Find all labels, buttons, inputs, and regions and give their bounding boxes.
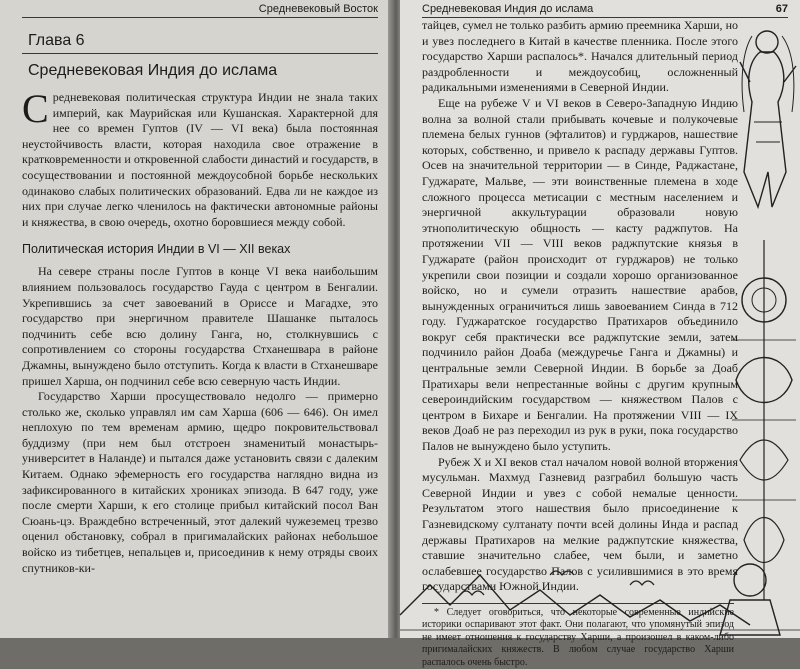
left-page [0, 0, 392, 638]
intro-paragraph [22, 86, 378, 230]
paragraph: Еще на рубеже V и VI веков в Северо-Западную Индию волна за волной стали прибывать кочевые и полукочевые племена белых гуннов (эфталитов) и гурджаров, нашествие которых, собственно, и привело к распаду державы Гуптов. Осев на значительной территории — в Синде, Раджастане, Гуджарате, Мальве, — эти воинственные племена в ходе сложного процесса метисации с местным населением и энергичной аккультурации образовали новую этнополитическую общность — касту раджпутов. На протяжении VII — VIII веков раджпутские князья в Гуджарате (район происходит от гурджаров) не только укрепили свои позиции и создали хорошо организованное войско, но и сумели отразить нашествие арабов, вынужденных ограничиться лишь завоеванием Синда в 712 году. Гуджаратское государство Пратихаров объединило вокруг себя практически все раджпутские земли, затем подчинило район Доаба (междуречье Ганга и Джамны) и центральные земли Северной Индии. В борьбе за Доаб Пратихары вели непрестанные войны с другим крупным североиндийским государством — княжеством Палов с центром в Бихаре и Бенгалии. На протяжении VIII — IX веков Доаб не раз переходил из рук в руки, пока государство Палов не вынуждено было уступить. [422, 95, 738, 454]
landscape-illustration [400, 555, 800, 638]
running-head-text: Средневековый Восток [258, 3, 378, 15]
paragraph: На севере страны после Гуптов в конце VI века наибольшим влиянием пользовалось государство Гауда с центром в Бенгалии. Укрепившись за счет завоеваний в Ориссе и Магадхе, это государство при энергичном правителе Шашанке пыталось подчинить себе всю долину Ганга, но, столкнувшись с сопротивлением со стороны государства Стханешвара в районе Джамны, вынуждено было отступить. Когда к власти в Стханешваре пришел Харша, он подчинил себе всю северную часть Индии. [22, 264, 378, 388]
paragraph: Рубеж X и XI веков стал началом новой волной вторжения мусульман. Махмуд Газневид разграбил большую часть Северной Индии и увез с собой немалые ценности. Результатом этого нашествия было присоединение к Газневидскому султанату почти всей долины Инда и распад державы Пратихаров на мелкие раджпутские княжества, ставшие значительно слабее, чем были, и заметно ослабевшее государство Палов с усилившимися в это время государствами Южной Индии. [422, 454, 738, 594]
page-number: 67 [775, 3, 788, 15]
footnote-text: * Следует оговориться, что некоторые современные индийские историки оспаривают этот факт. Они полагают, что упомянутый эпизод не имеет отношения к государству Харши, а произошел в каком-либо пригималайских княжеств. В любом случае государство Харши распалось очень быстро. [422, 606, 734, 668]
drop-cap: С [22, 86, 49, 131]
paragraph: тайцев, сумел не только разбить армию преемника Харши, но и увез последнего в Китай в качестве пленника. После этого государство Харши распалось*. Начался длительный период раздробленности и междоусобиц, осложненный радикальными изменениями в Северной Индии. [422, 18, 738, 95]
intro-text: редневековая политическая структура Индии не знала таких империй, как Маурийская или Кушанская. Характерной для нее со времен Гуптов (IV — VI века) была постоянная неустойчивость власти, которая находила свое отражение в кратковременности и откровенной слабости династий и государств, в сосуществовании и постоянной междоусобной борьбе нескольких одинаково слабых политических образований. Едва ли не каждое из них при случае легко членилось на фактически автономные районы и княжества, в свою очередь, охотно боровшиеся между собой. [22, 90, 378, 229]
right-running-head [422, 0, 788, 18]
chapter-rule [22, 53, 378, 54]
ornament-column-illustration [726, 240, 800, 600]
warrior-figure-illustration [738, 22, 800, 212]
running-head-text: Средневековая Индия до ислама [422, 3, 594, 15]
right-page [400, 0, 800, 668]
left-running-head [22, 0, 378, 18]
chapter-title: Средневековая Индия до ислама [28, 62, 278, 79]
section-heading: Политическая история Индии в VI — XII веках [22, 242, 291, 257]
paragraph: Государство Харши просуществовало недолго — примерно столько же, сколько управлял им сам Харша (606 — 646). Он имел неплохую по тем временам армию, щедро покровительствовал буддизму (при нем был отстроен знаменитый монастырь-университет в Наланде) и пытался даже установить связи с далеким Китаем. Однако эфемерность его государства наглядно видна из зафиксированного в китайских хрониках эпизода. В 647 году, уже после смерти Харши, к его столице прибыл китайский посол Ван Сюань-цэ. Враждебно встреченный, этот далекий чужеземец трезво оценил обстановку, собрал в пригималайских районах небольшое войско из тибетцев, непальцев и, присоединив к нему отряды своих спутников-ки- [22, 389, 378, 575]
text-column [422, 18, 738, 595]
chapter-heading: Глава 6 [28, 32, 85, 49]
